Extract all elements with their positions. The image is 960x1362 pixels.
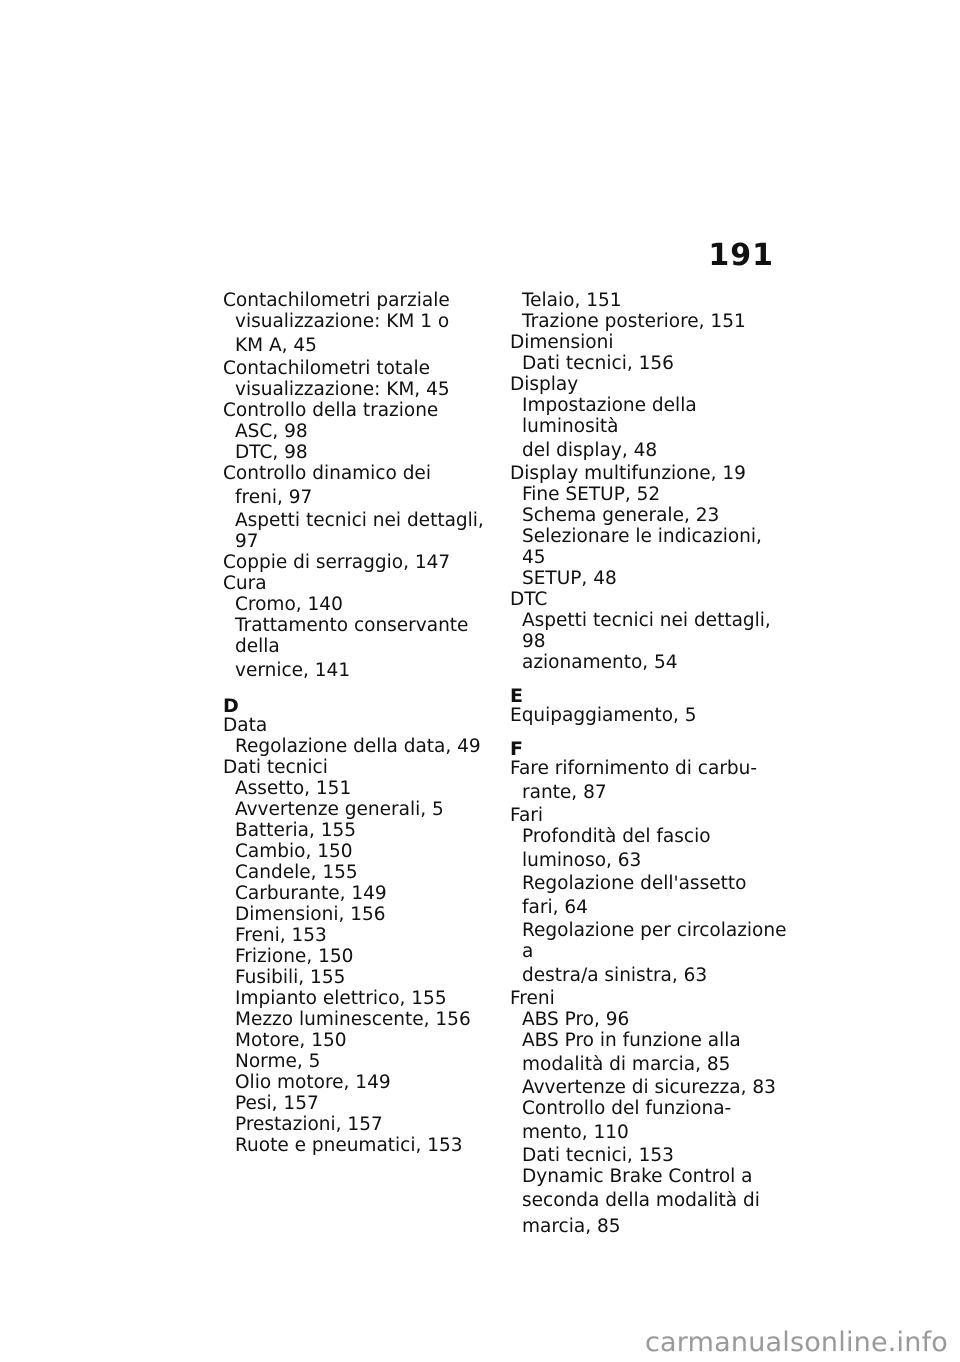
index-subentry: Fine SETUP, 52: [522, 484, 661, 505]
index-entry: Fari: [510, 805, 544, 826]
index-subentry: Pesi, 157: [235, 1093, 319, 1114]
index-subentry: Selezionare le indicazioni, 45: [522, 526, 762, 568]
index-entry: Contachilometri totale: [223, 358, 431, 379]
index-entry-continuation: fari, 64: [522, 897, 588, 918]
index-entry: Equipaggiamento, 5: [510, 705, 697, 726]
index-subentry: Ruote e pneumatici, 153: [235, 1135, 463, 1156]
index-subentry: Prestazioni, 157: [235, 1114, 383, 1135]
index-subentry: Mezzo luminescente, 156: [235, 1009, 471, 1030]
index-subentry: ABS Pro, 96: [522, 1009, 630, 1030]
index-entry: Display: [510, 374, 579, 395]
index-subentry: Controllo del funziona-: [522, 1098, 732, 1119]
index-entry: Data: [223, 715, 268, 736]
index-entry: Fare rifornimento di carbu-: [510, 758, 758, 779]
index-entry-continuation: mento, 110: [522, 1122, 629, 1143]
index-subentry: Avvertenze di sicurezza, 83: [522, 1077, 776, 1098]
index-subentry: azionamento, 54: [522, 652, 678, 673]
index-entry-continuation: destra/a sinistra, 63: [522, 965, 708, 986]
index-subentry: Dimensioni, 156: [235, 904, 386, 925]
page-number: 191: [708, 238, 774, 273]
index-subentry: Dati tecnici, 156: [522, 353, 674, 374]
index-entry: Dati tecnici: [223, 757, 328, 778]
index-entry: Dimensioni: [510, 332, 614, 353]
index-subentry: Dati tecnici, 153: [522, 1145, 674, 1166]
index-subentry: Impostazione della luminosità: [522, 395, 697, 437]
index-subentry: Regolazione per circolazione a: [522, 920, 787, 962]
index-entry: Controllo della trazione: [223, 400, 439, 421]
index-subentry: Impianto elettrico, 155: [235, 988, 447, 1009]
index-subentry: Schema generale, 23: [522, 505, 720, 526]
index-subentry: Batteria, 155: [235, 820, 357, 841]
index-section-letter: D: [223, 695, 239, 717]
index-entry: Display multifunzione, 19: [510, 463, 746, 484]
index-subentry: Profondità del fascio: [522, 826, 711, 847]
index-entry: Cura: [223, 573, 267, 594]
index-entry: Freni: [510, 988, 555, 1009]
index-subentry: Olio motore, 149: [235, 1072, 391, 1093]
index-column-right: [510, 290, 790, 1239]
index-subentry: Assetto, 151: [235, 778, 352, 799]
index-subentry: Motore, 150: [235, 1030, 347, 1051]
index-subentry: Cambio, 150: [235, 841, 353, 862]
index-entry: Controllo dinamico dei: [223, 463, 431, 484]
index-entry-continuation: marcia, 85: [522, 1216, 621, 1237]
index-subentry: ASC, 98: [235, 421, 308, 442]
index-subentry: Regolazione della data, 49: [235, 736, 481, 757]
index-subentry: Aspetti tecnici nei dettagli, 98: [522, 610, 771, 652]
index-subentry: Carburante, 149: [235, 883, 387, 904]
index-subentry: SETUP, 48: [522, 568, 617, 589]
index-section-letter: F: [510, 738, 523, 760]
index-subentry: Norme, 5: [235, 1051, 321, 1072]
index-subentry: Freni, 153: [235, 925, 327, 946]
index-subentry: DTC, 98: [235, 442, 308, 463]
index-subentry: Dynamic Brake Control a: [522, 1166, 753, 1187]
index-entry-continuation: seconda della modalità di: [522, 1190, 760, 1211]
index-entry-continuation: KM A, 45: [235, 335, 317, 356]
index-entry-continuation: freni, 97: [235, 487, 313, 508]
index-subentry: Cromo, 140: [235, 594, 343, 615]
index-subentry: Aspetti tecnici nei dettagli, 97: [235, 510, 484, 552]
index-entry-continuation: vernice, 141: [235, 660, 351, 681]
index-subentry: Trattamento conservante della: [235, 615, 469, 657]
index-entry: Coppie di serraggio, 147: [223, 552, 451, 573]
index-subentry: Frizione, 150: [235, 946, 354, 967]
index-entry-continuation: modalità di marcia, 85: [522, 1054, 731, 1075]
index-subentry: ABS Pro in funzione alla: [522, 1030, 741, 1051]
index-entry: DTC: [510, 589, 548, 610]
index-subentry: Fusibili, 155: [235, 967, 346, 988]
index-subentry: Regolazione dell'assetto: [522, 873, 747, 894]
index-entry: Contachilometri parziale: [223, 290, 450, 311]
index-entry-continuation: del display, 48: [522, 440, 658, 461]
index-entry-continuation: rante, 87: [522, 782, 607, 803]
index-subentry: Telaio, 151: [522, 290, 622, 311]
index-subentry: Candele, 155: [235, 862, 358, 883]
index-section-letter: E: [510, 685, 523, 707]
index-subentry: Trazione posteriore, 151: [522, 311, 746, 332]
index-entry-continuation: luminoso, 63: [522, 850, 642, 871]
index-subentry: visualizzazione: KM, 45: [235, 379, 450, 400]
index-column-left: [223, 290, 498, 1156]
index-subentry: visualizzazione: KM 1 o: [235, 311, 450, 332]
index-subentry: Avvertenze generali, 5: [235, 799, 444, 820]
watermark: carmanualsonline.info: [645, 1327, 948, 1358]
